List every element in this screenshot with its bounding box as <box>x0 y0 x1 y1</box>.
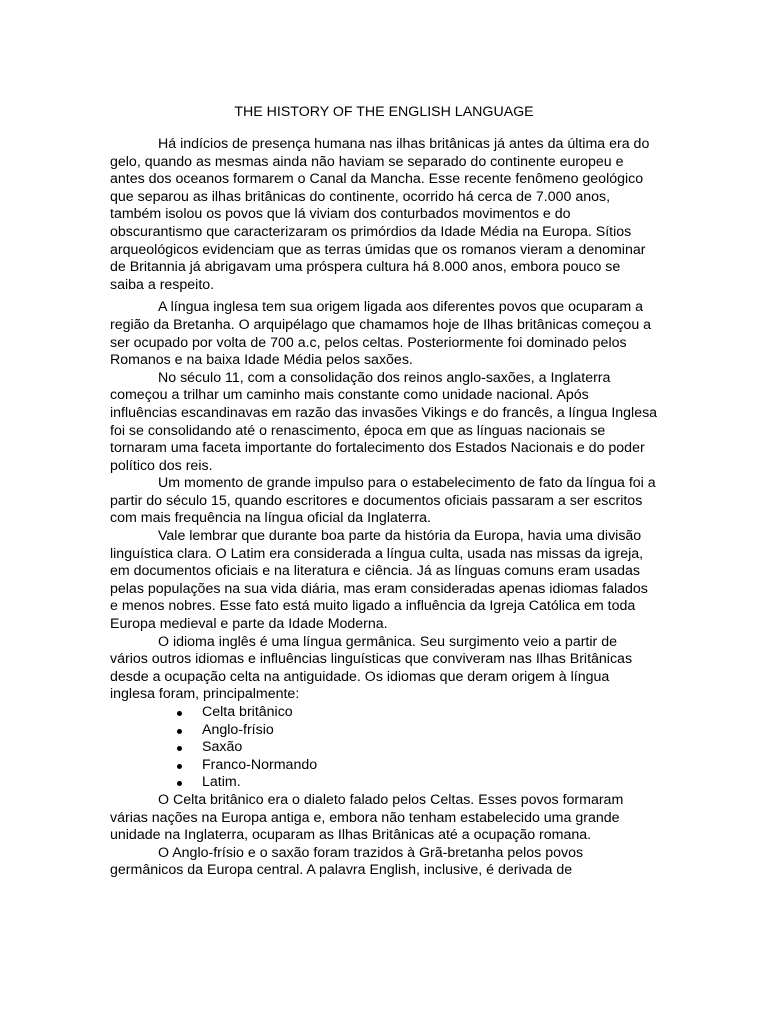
list-item-label: Latim. <box>202 774 241 791</box>
list-item-label: Anglo-frísio <box>202 721 274 738</box>
paragraph-celtic-dialect: O Celta britânico era o dialeto falado pelos Celtas. Esses povos formaram várias nações na Europa antiga e, embora não tenham estabelecido uma grande unidade na Inglaterra, ocuparam as Ilhas Britânicas até a ocupação romana. <box>110 791 624 844</box>
paragraph-prehistory: Há indícios de presença humana nas ilhas britânicas já antes da última era do gelo, quando as mesmas ainda não haviam se separado do continente europeu e antes dos oceanos formarem o Canal da Mancha. Esse recente fenômeno geológico que separou as ilhas britânicas do continente, ocorrido há cerca de 7.000 anos, também isolou os povos que lá viviam dos conturbados movimentos e do obscurantismo que caracterizaram os primórdios da Idade Média na Europa. Sítios arqueológicos evidenciam que as terras úmidas que os romanos vieram a denominar de Britannia já abrigavam uma próspera cultura há 8.000 anos, embora pouco se saiba a respeito. <box>110 136 650 293</box>
bullet-icon <box>177 781 182 786</box>
bullet-icon <box>177 764 182 769</box>
document-body <box>110 136 658 880</box>
paragraph-latin-division: Vale lembrar que durante boa parte da história da Europa, havia uma divisão linguística clara. O Latim era considerada a língua culta, usada nas missas da igreja, em documentos oficiais e na literatura e ciência. Já as línguas comuns eram usadas pelas populações na sua vida diária, mas eram consideradas apenas idiomas falados e menos nobres. Esse fato está muito ligado a influência da Igreja Católica em toda Europa medieval e parte da Idade Moderna. <box>110 528 648 633</box>
paragraph-fifteenth-century: Um momento de grande impulso para o estabelecimento de fato da língua foi a partir do século 15, quando escritores e documentos oficiais passaram a ser escritos com mais frequência na língua oficial da Inglaterra. <box>110 475 656 527</box>
paragraph-origin: A língua inglesa tem sua origem ligada aos diferentes povos que ocuparam a região da Bretanha. O arquipélago que chamamos hoje de Ilhas britânicas começou a ser ocupado por volta de 700 a.c, pelos celtas. Posteriormente foi dominado pelos Romanos e na baixa Idade Média pelos saxões. <box>110 299 652 369</box>
list-item <box>110 774 658 792</box>
source-languages-list <box>110 704 658 792</box>
list-item <box>110 704 658 722</box>
list-item-label: Celta britânico <box>202 704 293 720</box>
list-item <box>110 757 658 775</box>
list-item <box>110 739 658 757</box>
bullet-icon <box>177 711 182 716</box>
document-title: THE HISTORY OF THE ENGLISH LANGUAGE <box>234 104 534 120</box>
paragraph-anglo-frisian: O Anglo-frísio e o saxão foram trazidos à Grã-bretanha pelos povos germânicos da Europa central. A palavra English, inclusive, é derivada de <box>110 844 584 879</box>
list-item-label: Franco-Normando <box>202 756 318 773</box>
list-item <box>110 722 658 740</box>
paragraph-eleventh-century: No século 11, com a consolidação dos reinos anglo-saxões, a Inglaterra começou a trilhar um caminho mais constante como unidade nacional. Após influências escandinavas em razão das invasões Vikings e do francês, a língua Inglesa foi se consolidando até o renascimento, época em que as línguas nacionais se tornaram uma faceta importante do fortalecimento dos Estados Nacionais e do poder político dos reis. <box>110 369 658 474</box>
bullet-icon <box>177 746 182 751</box>
bullet-icon <box>177 729 182 734</box>
list-item-label: Saxão <box>202 739 243 756</box>
paragraph-germanic-language: O idioma inglês é uma língua germânica. Seu surgimento veio a partir de vários outros idiomas e influências linguísticas que conviveram nas Ilhas Britânicas desde a ocupação celta na antiguidade. Os idiomas que deram origem à língua inglesa foram, principalmente: <box>110 633 633 703</box>
